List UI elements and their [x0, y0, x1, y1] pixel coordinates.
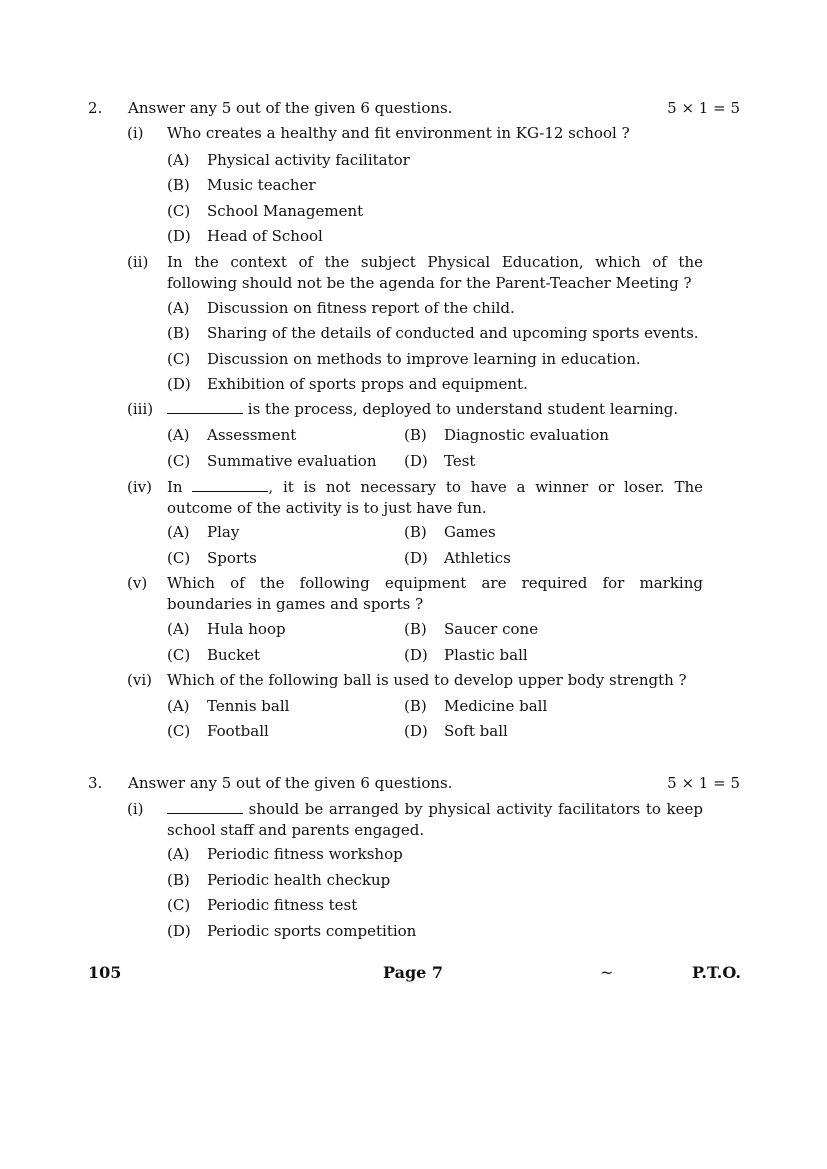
answer-blank: [167, 799, 243, 814]
sub-question: [127, 799, 703, 841]
option: [167, 424, 296, 446]
option-label: (C): [167, 452, 191, 470]
sub-question-number: (i): [127, 800, 144, 818]
option-text: Test: [444, 452, 476, 470]
option-label: (C): [167, 202, 191, 220]
option-label: (B): [167, 176, 190, 194]
option-text: Soft ball: [444, 722, 508, 740]
sub-question-text-start: In: [167, 478, 183, 496]
option-label: (C): [167, 646, 191, 664]
sub-question-text: Which of the following ball is used to develop upper body strength ?: [167, 671, 687, 689]
sub-question-number: (ii): [127, 253, 149, 271]
option: [167, 920, 416, 942]
question-marks: 5 × 1 = 5: [667, 99, 740, 117]
option: [167, 149, 410, 171]
option-text: Athletics: [444, 549, 511, 567]
option-label: (B): [404, 620, 427, 638]
sub-question-number: (v): [127, 574, 148, 592]
option-text: Saucer cone: [444, 620, 539, 638]
option-label: (B): [167, 324, 190, 342]
option: [167, 450, 376, 472]
option-label: (A): [167, 299, 190, 317]
sub-question-text: is the process, deployed to understand student learning.: [247, 400, 679, 418]
option-label: (C): [167, 722, 191, 740]
option: [404, 720, 508, 742]
option-text: Periodic health checkup: [207, 871, 391, 889]
sub-question: [127, 670, 703, 691]
sub-question-number: (i): [127, 124, 144, 142]
sub-question: [127, 123, 703, 144]
sub-question-text: should be arranged by physical activity facilitators to keep school staff and parents engaged.: [167, 800, 703, 839]
option-text: Discussion on methods to improve learning in education.: [207, 350, 641, 368]
option-label: (A): [167, 523, 190, 541]
option-text: Assessment: [207, 426, 297, 444]
option-text: Periodic fitness workshop: [207, 845, 403, 863]
option-text: Football: [207, 722, 269, 740]
option: [404, 618, 538, 640]
question-instruction: Answer any 5 out of the given 6 questions.: [128, 99, 453, 117]
option: [167, 174, 316, 196]
option: [167, 547, 257, 569]
question-3-header: [88, 772, 740, 794]
option: [167, 695, 289, 717]
option: [404, 644, 528, 666]
sub-question-number: (iii): [127, 400, 154, 418]
sub-question-text: In the context of the subject Physical Education, which of the following should not be the agenda for the Parent-Teacher Meeting ?: [167, 253, 703, 292]
option: [167, 618, 286, 640]
option: [167, 894, 357, 916]
option-text: Tennis ball: [207, 697, 290, 715]
option: [167, 322, 699, 344]
option-text: Discussion on fitness report of the child.: [207, 299, 515, 317]
sub-question: [127, 252, 703, 294]
option-label: (A): [167, 620, 190, 638]
option: [404, 521, 496, 543]
option: [404, 695, 547, 717]
option: [167, 720, 269, 742]
option-text: Sharing of the details of conducted and upcoming sports events.: [207, 324, 699, 342]
option-label: (C): [167, 350, 191, 368]
option-text: Plastic ball: [444, 646, 528, 664]
question-number: 3.: [88, 774, 103, 792]
question-marks: 5 × 1 = 5: [667, 774, 740, 792]
option-label: (A): [167, 426, 190, 444]
sub-question: [127, 399, 703, 420]
option: [167, 869, 390, 891]
option-label: (D): [404, 549, 428, 567]
option: [404, 547, 511, 569]
option: [167, 348, 641, 370]
sub-question-number: (iv): [127, 478, 152, 496]
option-text: Medicine ball: [444, 697, 548, 715]
option-label: (D): [167, 922, 191, 940]
option: [167, 225, 323, 247]
option: [167, 373, 528, 395]
option: [167, 521, 239, 543]
answer-blank: [167, 399, 243, 414]
sub-question: [127, 573, 703, 615]
sub-question-text: Who creates a healthy and fit environment in KG-12 school ?: [167, 124, 630, 142]
option-text: Bucket: [207, 646, 261, 664]
option-text: Sports: [207, 549, 257, 567]
option-label: (D): [404, 646, 428, 664]
option: [167, 297, 515, 319]
option-label: (B): [404, 426, 427, 444]
option-text: Periodic sports competition: [207, 922, 417, 940]
answer-blank: [192, 477, 268, 492]
option-label: (B): [404, 523, 427, 541]
option-label: (D): [167, 375, 191, 393]
option-text: School Management: [207, 202, 364, 220]
question-2-header: [88, 97, 740, 119]
option: [167, 843, 403, 865]
option-label: (C): [167, 549, 191, 567]
question-number: 2.: [88, 99, 103, 117]
option-text: Play: [207, 523, 240, 541]
option: [404, 450, 475, 472]
option-label: (A): [167, 845, 190, 863]
option-text: Head of School: [207, 227, 323, 245]
paper-code: 105: [88, 963, 122, 982]
sub-question-text-end: , it is not necessary to have a winner or loser. The outcome of the activity is to just have fun.: [167, 478, 704, 517]
option-text: Periodic fitness test: [207, 896, 358, 914]
option-text: Music teacher: [207, 176, 316, 194]
tilde-mark: ~: [600, 963, 614, 982]
option-label: (B): [404, 697, 427, 715]
page-number: Page 7: [383, 963, 444, 982]
option-label: (C): [167, 896, 191, 914]
option-label: (A): [167, 697, 190, 715]
option-text: Summative evaluation: [207, 452, 377, 470]
option-label: (A): [167, 151, 190, 169]
option-text: Physical activity facilitator: [207, 151, 410, 169]
sub-question-text: Which of the following equipment are required for marking boundaries in games and sports ?: [167, 574, 703, 613]
option: [404, 424, 609, 446]
option-label: (B): [167, 871, 190, 889]
option-text: Diagnostic evaluation: [444, 426, 609, 444]
question-instruction: Answer any 5 out of the given 6 questions.: [128, 774, 453, 792]
sub-question-number: (vi): [127, 671, 152, 689]
option-text: Hula hoop: [207, 620, 286, 638]
option-text: Exhibition of sports props and equipment.: [207, 375, 528, 393]
option-label: (D): [167, 227, 191, 245]
please-turn-over: P.T.O.: [692, 963, 741, 982]
option-label: (D): [404, 722, 428, 740]
option: [167, 644, 260, 666]
sub-question: [127, 477, 703, 519]
option-label: (D): [404, 452, 428, 470]
option-text: Games: [444, 523, 496, 541]
option: [167, 200, 363, 222]
